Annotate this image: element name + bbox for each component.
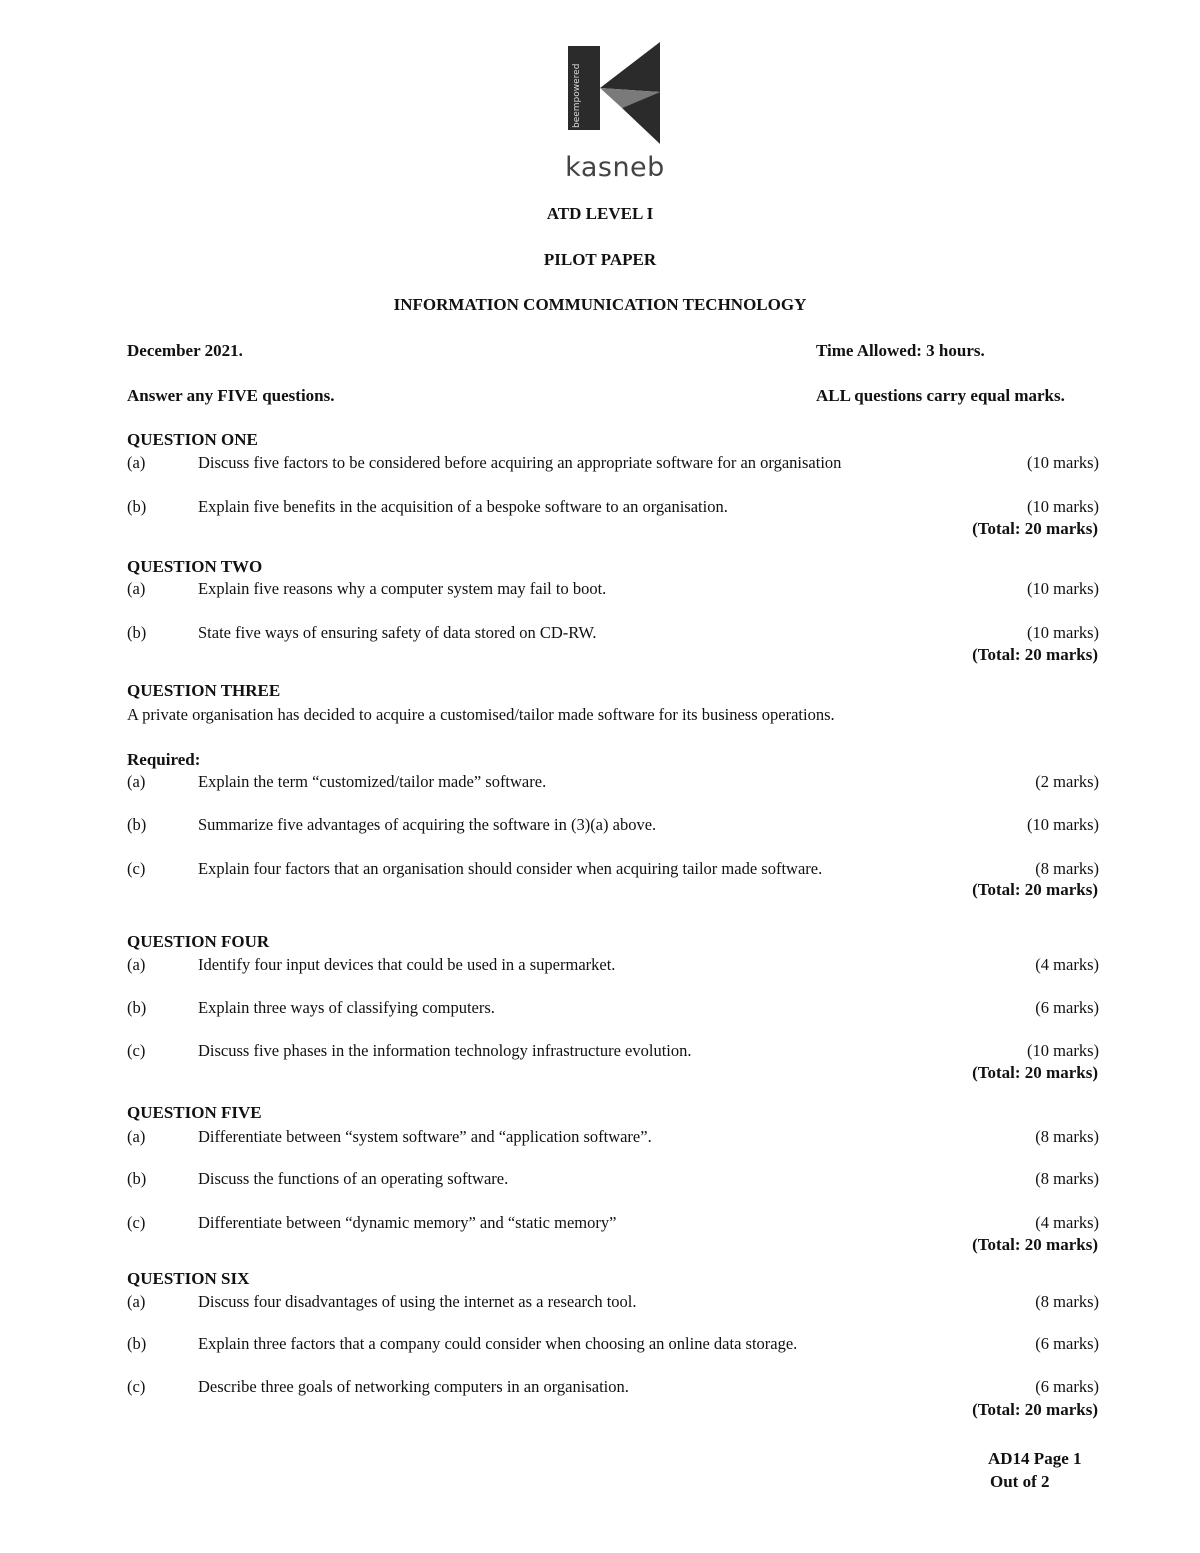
part-label: (a): [127, 1127, 146, 1146]
logo-wordmark: kasneb: [565, 152, 665, 183]
subject-title: INFORMATION COMMUNICATION TECHNOLOGY: [393, 295, 807, 314]
part-marks: (6 marks): [1035, 1334, 1099, 1353]
part-marks: (10 marks): [1027, 623, 1099, 642]
instruction: Answer any FIVE questions.: [127, 386, 335, 405]
part-text: Discuss five phases in the information technology infrastructure evolution.: [198, 1041, 692, 1060]
part-label: (a): [127, 579, 146, 598]
page-number: AD14 Page 1: [988, 1449, 1082, 1468]
question-total: (Total: 20 marks): [972, 1063, 1098, 1082]
question-part: [127, 1127, 1099, 1149]
part-label: (b): [127, 998, 147, 1017]
part-label: (c): [127, 1377, 146, 1396]
part-text: Differentiate between “system software” and “application software”.: [198, 1127, 652, 1146]
part-label: (b): [127, 815, 147, 834]
question-part: [127, 453, 1099, 475]
question-intro: A private organisation has decided to acquire a customised/tailor made software for its business operations.: [127, 705, 835, 724]
part-text: Explain five benefits in the acquisition of a bespoke software to an organisation.: [198, 497, 728, 516]
question-total: (Total: 20 marks): [972, 519, 1098, 538]
question-part: [127, 623, 1099, 645]
part-text: Differentiate between “dynamic memory” and “static memory”: [198, 1213, 617, 1232]
part-text: Identify four input devices that could be used in a supermarket.: [198, 955, 616, 974]
part-marks: (8 marks): [1035, 1127, 1099, 1146]
part-label: (b): [127, 497, 147, 516]
part-label: (b): [127, 1169, 147, 1188]
question-part: [127, 579, 1099, 601]
part-text: Discuss five factors to be considered before acquiring an appropriate software for an organisation: [198, 453, 842, 472]
part-marks: (8 marks): [1035, 859, 1099, 878]
part-marks: (10 marks): [1027, 579, 1099, 598]
question-total: (Total: 20 marks): [972, 1235, 1098, 1254]
question-part: [127, 955, 1099, 977]
question-part: [127, 1292, 1099, 1314]
question-part: [127, 859, 1099, 881]
question-six-title: QUESTION SIX: [127, 1269, 250, 1288]
part-label: (c): [127, 1041, 146, 1060]
question-part: [127, 1213, 1099, 1235]
part-text: Explain the term “customized/tailor made” software.: [198, 772, 547, 791]
question-part: [127, 815, 1099, 837]
part-marks: (10 marks): [1027, 453, 1099, 472]
part-marks: (6 marks): [1035, 1377, 1099, 1396]
part-text: Summarize five advantages of acquiring the software in (3)(a) above.: [198, 815, 657, 834]
part-label: (a): [127, 453, 146, 472]
part-label: (a): [127, 1292, 146, 1311]
part-marks: (2 marks): [1035, 772, 1099, 791]
question-two-title: QUESTION TWO: [127, 557, 263, 576]
marks-note: ALL questions carry equal marks.: [816, 386, 1065, 405]
part-marks: (4 marks): [1035, 955, 1099, 974]
question-part: [127, 1377, 1099, 1399]
part-marks: (10 marks): [1027, 1041, 1099, 1060]
paper-title: PILOT PAPER: [543, 250, 657, 269]
part-text: Discuss the functions of an operating software.: [198, 1169, 509, 1188]
level-title: ATD LEVEL I: [546, 204, 654, 223]
part-marks: (6 marks): [1035, 998, 1099, 1017]
part-marks: (10 marks): [1027, 815, 1099, 834]
question-part: [127, 1334, 1099, 1356]
question-four-title: QUESTION FOUR: [127, 932, 270, 951]
question-part: [127, 1169, 1099, 1191]
question-total: (Total: 20 marks): [972, 880, 1098, 899]
question-part: [127, 1041, 1099, 1063]
part-text: Describe three goals of networking computers in an organisation.: [198, 1377, 629, 1396]
question-total: (Total: 20 marks): [972, 1400, 1098, 1419]
part-text: Explain three ways of classifying computers.: [198, 998, 495, 1017]
part-label: (b): [127, 1334, 147, 1353]
page-count: Out of 2: [990, 1472, 1050, 1491]
time-allowed: Time Allowed: 3 hours.: [816, 341, 985, 360]
question-part: [127, 497, 1099, 519]
required-label: Required:: [127, 750, 201, 769]
question-total: (Total: 20 marks): [972, 645, 1098, 664]
part-marks: (8 marks): [1035, 1292, 1099, 1311]
part-label: (b): [127, 623, 147, 642]
part-text: State five ways of ensuring safety of data stored on CD-RW.: [198, 623, 597, 642]
part-label: (a): [127, 772, 146, 791]
part-marks: (4 marks): [1035, 1213, 1099, 1232]
part-text: Explain three factors that a company could consider when choosing an online data storage.: [198, 1334, 798, 1353]
part-text: Explain five reasons why a computer system may fail to boot.: [198, 579, 607, 598]
part-label: (c): [127, 1213, 146, 1232]
part-label: (c): [127, 859, 146, 878]
exam-date: December 2021.: [127, 341, 243, 360]
question-five-title: QUESTION FIVE: [127, 1103, 262, 1122]
question-part: [127, 772, 1099, 794]
part-text: Explain four factors that an organisation should consider when acquiring tailor made software.: [198, 859, 823, 878]
part-marks: (8 marks): [1035, 1169, 1099, 1188]
question-part: [127, 998, 1099, 1020]
logo-tagline: beempowered: [572, 63, 582, 128]
part-marks: (10 marks): [1027, 497, 1099, 516]
part-text: Discuss four disadvantages of using the internet as a research tool.: [198, 1292, 637, 1311]
question-three-title: QUESTION THREE: [127, 681, 281, 700]
part-label: (a): [127, 955, 146, 974]
question-one-title: QUESTION ONE: [127, 430, 258, 449]
